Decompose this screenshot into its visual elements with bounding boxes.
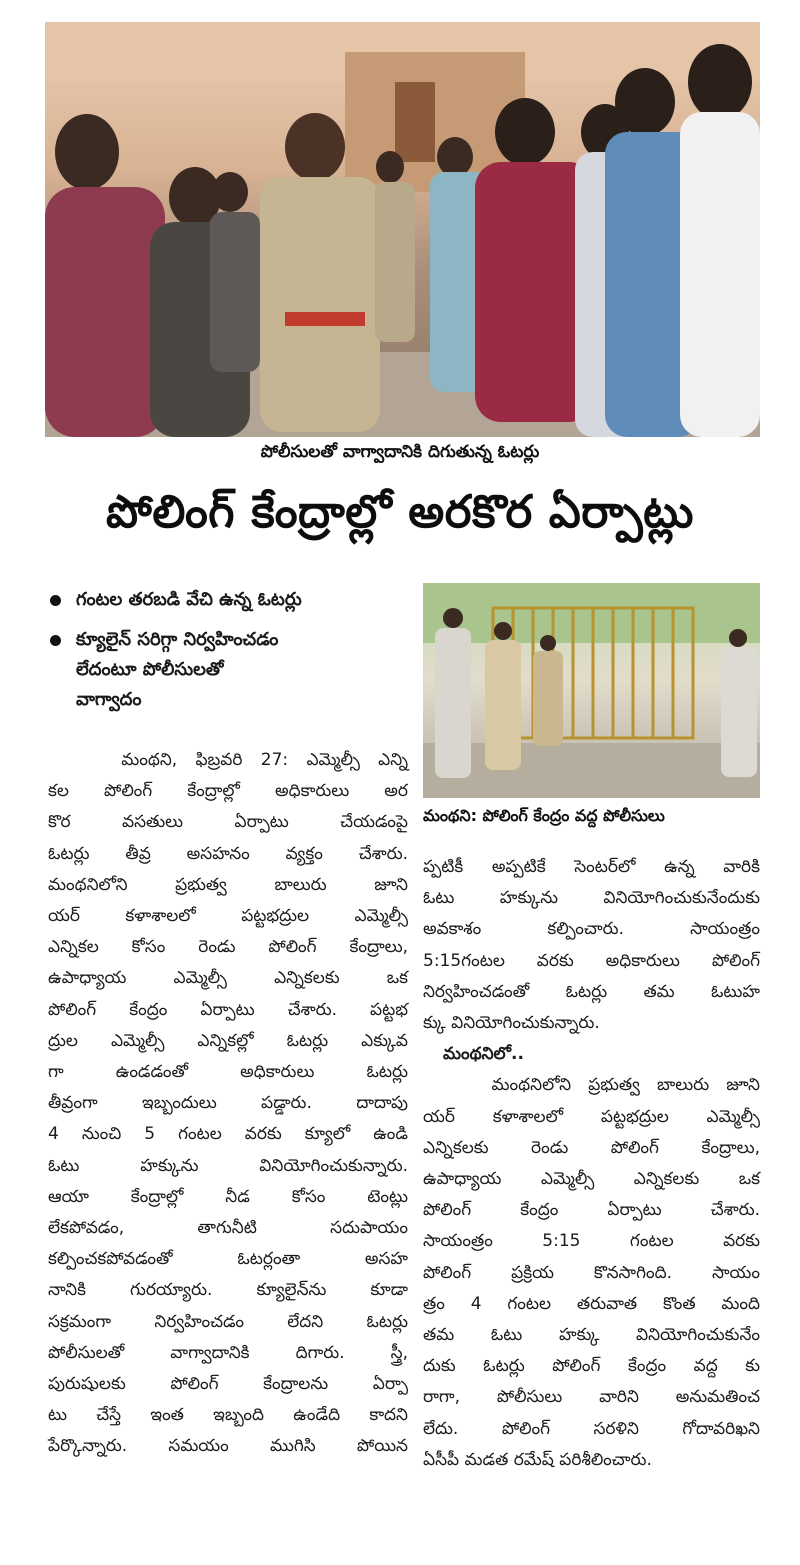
- text-line: టు చేస్తే ఇంత ఇబ్బంది ఉండేది కాదని: [48, 1405, 408, 1426]
- text-line: అవకాశం కల్పించారు. సాయంత్రం: [423, 919, 760, 940]
- text-line: పోలింగ్ కేంద్రం ఏర్పాటు చేశారు.: [423, 1200, 760, 1221]
- photo-caption-small: మంథని: పోలింగ్ కేంద్రం వద్ద పోలీసులు: [423, 806, 665, 825]
- news-photo-small: [423, 583, 760, 798]
- article-column-right: [423, 852, 760, 1476]
- text-line: రాగా, పోలీసులు వారిని అనుమతించ: [423, 1387, 760, 1408]
- text-line: మంథని, ఫిబ్రవరి 27: ఎమ్మెల్సీ ఎన్ని: [48, 750, 408, 770]
- text-line: పోలింగ్ ప్రక్రియ కొనసాగింది. సాయం: [423, 1262, 760, 1283]
- text-line: కల పోలింగ్ కేంద్రాల్లో అధికారులు అర: [48, 781, 408, 802]
- bullet-dot-icon: [50, 635, 61, 646]
- bullet-item: [48, 585, 408, 615]
- text-line: ద్రుల ఎమ్మెల్సీ ఎన్నికల్లో ఓటర్లు ఎక్కువ: [48, 1030, 408, 1051]
- text-line: సక్రమంగా నిర్వహించడం లేదని ఓటర్లు: [48, 1311, 408, 1332]
- headline: పోలింగ్ కేంద్రాల్లో అరకొర ఏర్పాట్లు: [106, 485, 694, 538]
- text-line: కొర వసతులు ఏర్పాటు చేయడంపై: [48, 812, 408, 833]
- photo-illustration: [423, 583, 760, 798]
- text-line: లేకపోవడం, తాగునీటి సదుపాయం: [48, 1218, 408, 1239]
- text-line: తీవ్రంగా ఇబ్బందులు పడ్డారు. దాదాపు: [48, 1093, 408, 1114]
- text-line: క్కు వినియోగించుకున్నారు.: [423, 1013, 600, 1034]
- text-line: పేర్కొన్నారు. సమయం ముగిసి పోయిన: [48, 1436, 408, 1457]
- text-line: మంథనిలోని ప్రభుత్వ బాలురు జూని: [48, 874, 408, 895]
- text-line: దుకు ఓటర్లు పోలింగ్ కేంద్రం వద్ద కు: [423, 1356, 760, 1377]
- text-line: ప్పటికీ అప్పటికే సెంటర్‌లో ఉన్న వారికి: [423, 857, 760, 877]
- bullet-line: లేదంటూ పోలీసులతో: [76, 659, 224, 680]
- text-line: ఆయా కేంద్రాల్లో నీడ కోసం టెంట్లు: [48, 1186, 408, 1207]
- text-line: తమ ఓటు హక్కు వినియోగించుకునేం: [423, 1325, 760, 1346]
- text-line: పురుషులకు పోలింగ్ కేంద్రాలను ఏర్పా: [48, 1374, 408, 1395]
- text-line: ఓటు హక్కును వినియోగించుకునేందుకు: [423, 888, 760, 909]
- text-line: పోలీసులతో వాగ్వాదానికి దిగారు. స్త్రీ,: [48, 1342, 408, 1363]
- text-line: ఉపాధ్యాయ ఎమ్మెల్సీ ఎన్నికలకు ఒక: [423, 1169, 760, 1190]
- photo-caption-main: పోలీసులతో వాగ్వాదానికి దిగుతున్న ఓటర్లు: [260, 442, 540, 462]
- bullet-item: [48, 625, 408, 715]
- text-line: ఓటర్లు తీవ్ర అసహనం వ్యక్తం చేశారు.: [48, 843, 408, 864]
- bullet-line: గంటల తరబడి వేచి ఉన్న ఓటర్లు: [76, 589, 302, 610]
- article-column-left: [48, 745, 408, 1463]
- bullet-line: వాగ్వాదం: [76, 689, 142, 710]
- news-photo-main: [45, 22, 760, 437]
- photo-illustration: [45, 22, 760, 437]
- text-line: యర్ కళాశాలలో పట్టభద్రుల ఎమ్మెల్సీ: [48, 906, 408, 927]
- text-line: ఏసీపీ మడత రమేష్ పరిశీలించారు.: [423, 1449, 652, 1470]
- text-line: ఉపాధ్యాయ ఎమ్మెల్సీ ఎన్నికలకు ఒక: [48, 968, 408, 989]
- text-line: లేదు. పోలింగ్ సరళిని గోదావరిఖని: [423, 1418, 760, 1439]
- text-line: పోలింగ్ కేంద్రం ఏర్పాటు చేశారు. పట్టభ: [48, 999, 408, 1020]
- text-line: కల్పించకపోవడంతో ఓటర్లంతా అసహ: [48, 1249, 408, 1270]
- text-line: నిర్వహించడంతో ఓటర్లు తమ ఓటుహ: [423, 981, 760, 1002]
- text-line: యర్ కళాశాలలో పట్టభద్రుల ఎమ్మెల్సీ: [423, 1106, 760, 1127]
- bullet-dot-icon: [50, 595, 61, 606]
- text-line: 5:15గంటల వరకు అధికారులు పోలింగ్: [423, 950, 760, 971]
- text-line: త్రం 4 గంటల తరువాత కొంత మంది: [423, 1293, 760, 1314]
- bullet-list: [48, 585, 408, 725]
- text-line: గా ఉండడంతో అధికారులు ఓటర్లు: [48, 1062, 408, 1083]
- text-line: ఓటు హక్కును వినియోగించుకున్నారు.: [48, 1155, 408, 1176]
- text-line: ఎన్నికలకు రెండు పోలింగ్ కేంద్రాలు,: [423, 1137, 760, 1158]
- subheading: మంథనిలో..: [443, 1044, 524, 1065]
- text-line: మంథనిలోని ప్రభుత్వ బాలురు జూని: [423, 1075, 760, 1096]
- text-line: సాయంత్రం 5:15 గంటల వరకు: [423, 1231, 760, 1252]
- bullet-line: క్యూలైన్ సరిగ్గా నిర్వహించడం: [76, 629, 279, 650]
- text-line: ఎన్నికల కోసం రెండు పోలింగ్ కేంద్రాలు,: [48, 937, 408, 958]
- text-line: నానికి గురయ్యారు. క్యూలైన్‌ను కూడా: [48, 1280, 408, 1301]
- text-line: 4 నుంచి 5 గంటల వరకు క్యూలో ఉండి: [48, 1124, 408, 1145]
